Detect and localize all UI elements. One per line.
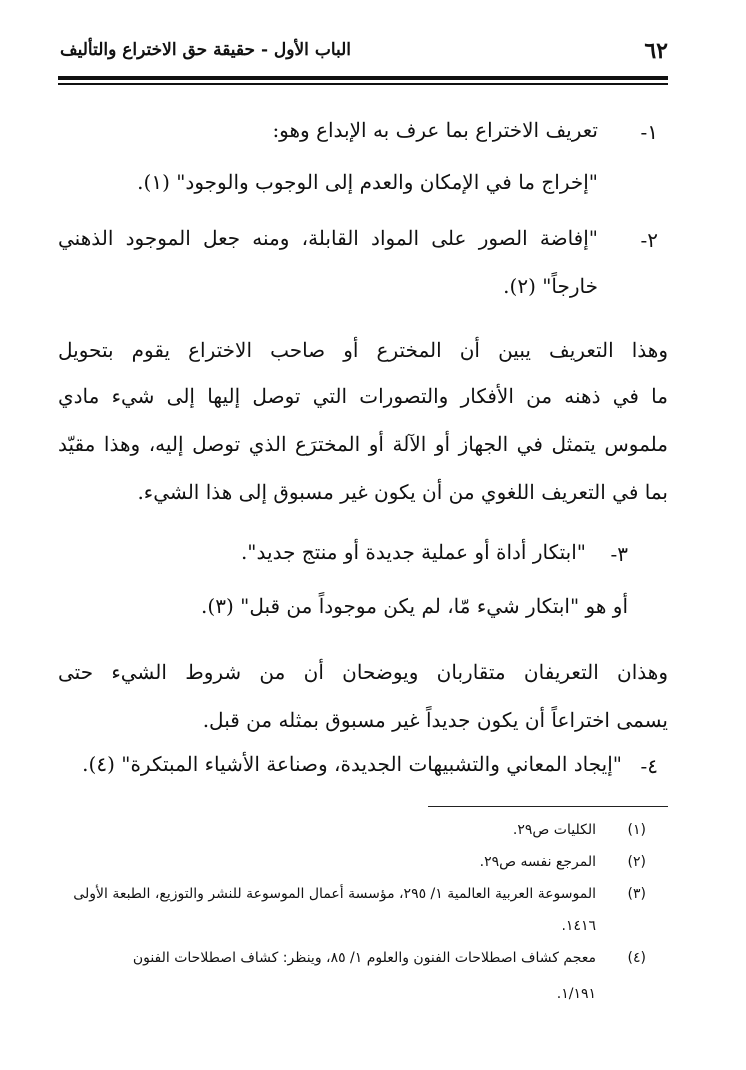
page-header [60, 34, 668, 74]
item-number-3: ٣- [610, 542, 628, 566]
paragraph-2-line-2: يسمى اختراعاً أن يكون جديداً غير مسبوق بمثله من قبل. [202, 708, 668, 732]
footnote-number-2: (٢) [627, 854, 646, 870]
footnote-2-text: المرجع نفسه ص٢٩. [479, 854, 596, 870]
paragraph-1-line-3: ملموس يتمثل في الجهاز أو الآلة أو المخترَع الذي توصل إليه، وهذا مقيّد [58, 432, 668, 456]
item-3-line-1: "ابتكار أداة أو عملية جديدة أو منتج جديد". [240, 540, 586, 564]
page-number: ٦٢ [644, 38, 668, 64]
header-rule-thin [58, 83, 668, 85]
paragraph-1-line-4: بما في التعريف اللغوي من أن يكون غير مسبوق إلى هذا الشيء. [137, 480, 668, 504]
item-3-line-2: أو هو "ابتكار شيء مّا، لم يكن موجوداً من قبل" (٣). [201, 594, 628, 618]
running-title: الباب الأول - حقيقة حق الاختراع والتأليف [60, 40, 352, 60]
footnote-1-text: الكليات ص٢٩. [512, 822, 596, 838]
item-number-1: ١- [640, 120, 658, 144]
footnote-4-text-continued: ١/١٩١. [556, 986, 596, 1002]
footnote-number-1: (١) [627, 822, 646, 838]
item-1-line-2: "إخراج ما في الإمكان والعدم إلى الوجوب والوجود" (١). [137, 170, 598, 194]
footnote-3-text-continued: ١٤١٦. [561, 918, 596, 934]
footnote-4-text: معجم كشاف اصطلاحات الفنون والعلوم ١/ ٨٥، وينظر: كشاف اصطلاحات الفنون [132, 950, 596, 966]
item-1-line-1: تعريف الاختراع بما عرف به الإبداع وهو: [272, 118, 598, 142]
paragraph-1-line-1: وهذا التعريف يبين أن المخترع أو صاحب الاختراع يقوم بتحويل [58, 338, 668, 362]
footnote-number-4: (٤) [627, 950, 646, 966]
paragraph-1-line-2: ما في ذهنه من الأفكار والتصورات التي توصل إليها إلى شيء مادي [58, 384, 668, 408]
item-2-line-2: خارجاً" (٢). [503, 274, 598, 298]
paragraph-2-line-1: وهذان التعريفان متقاربان ويوضحان أن من شروط الشيء حتى [58, 660, 668, 684]
header-rule-thick [58, 76, 668, 80]
item-number-4: ٤- [640, 754, 658, 778]
footnote-separator [428, 806, 668, 807]
item-2-line-1: "إفاضة الصور على المواد القابلة، ومنه جعل الموجود الذهني [58, 226, 598, 250]
item-number-2: ٢- [640, 228, 658, 252]
item-4-line-1: "إيجاد المعاني والتشبيهات الجديدة، وصناعة الأشياء المبتكرة" (٤). [82, 752, 622, 776]
footnote-3-text: الموسوعة العربية العالمية ١/ ٢٩٥، مؤسسة أعمال الموسوعة للنشر والتوزيع، الطبعة الأولى [73, 886, 596, 902]
footnote-number-3: (٣) [627, 886, 646, 902]
